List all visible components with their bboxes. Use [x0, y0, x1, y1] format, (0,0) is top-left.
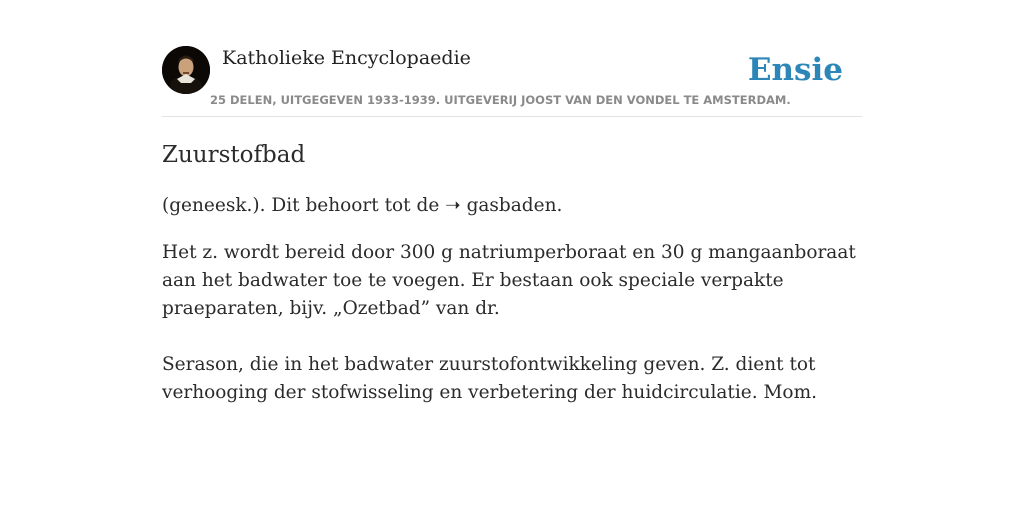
site-header	[162, 46, 862, 117]
site-title: Katholieke Encyclopaedie	[222, 47, 471, 69]
body-paragraph-1: Het z. wordt bereid door 300 g natriumperboraat en 30 g mangaanboraat aan het badwater toe te voegen. Er bestaan ook speciale verpakte praeparaten, bijv. „Ozetbad” van dr.	[162, 242, 856, 319]
gasbaden-link-label: gasbaden	[466, 195, 557, 216]
entry-content	[162, 192, 862, 407]
entry-title: Zuurstofbad	[162, 142, 306, 168]
portrait-icon	[162, 46, 210, 94]
gasbaden-link[interactable]	[445, 195, 556, 216]
brand-logo-link[interactable]: Ensie	[747, 52, 843, 88]
body-paragraph-2: Serason, die in het badwater zuurstofontwikkeling geven. Z. dient tot verhooging der stofwisseling en verbetering der huidcirculatie. Mom.	[162, 354, 817, 403]
definition-paragraph	[162, 192, 862, 220]
definition-prefix: (geneesk.). Dit behoort tot de	[162, 195, 446, 216]
definition-suffix: .	[556, 195, 563, 216]
site-subtitle: 25 DELEN, UITGEGEVEN 1933-1939. UITGEVERIJ JOOST VAN DEN VONDEL TE AMSTERDAM.	[210, 93, 791, 107]
arrow-icon: ➝	[445, 195, 461, 216]
avatar	[162, 46, 210, 94]
